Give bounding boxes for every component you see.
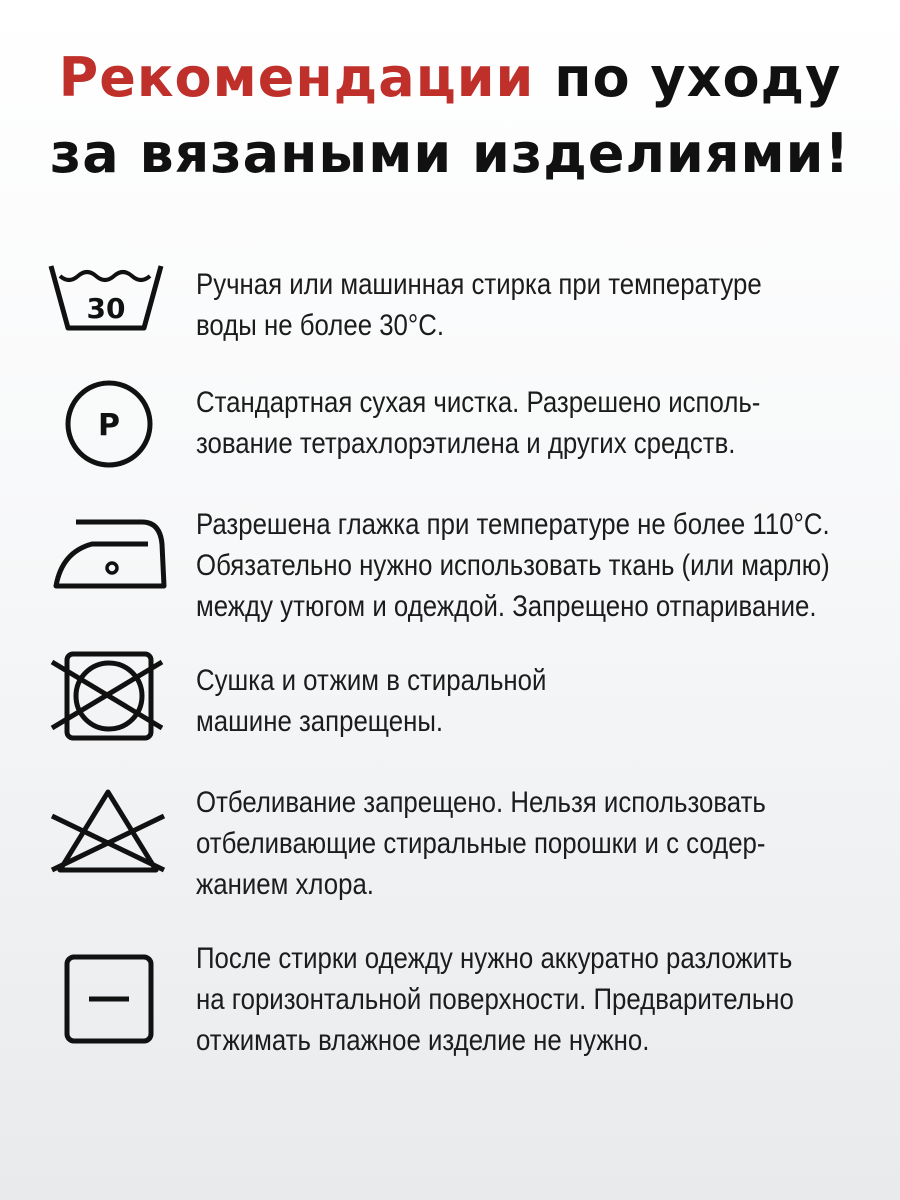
text-line: воды не более 30°С. [196, 309, 445, 342]
text-line: После стирки одежду нужно аккуратно разложить [196, 942, 793, 975]
dry-clean-p-icon [62, 378, 180, 468]
hand-wash-30-icon [48, 262, 166, 352]
care-item-text [196, 504, 830, 627]
page-title [0, 40, 900, 192]
text-line: на горизонтальной поверхности. Предварительно [196, 983, 794, 1016]
no-tumble-dry-icon [50, 650, 168, 740]
text-line: между утюгом и одеждой. Запрещено отпаривание. [196, 590, 817, 623]
text-line: Стандартная сухая чистка. Разрешено исполь- [196, 386, 761, 419]
care-item-text [196, 782, 781, 905]
text-line: Ручная или машинная стирка при температуре [196, 268, 762, 301]
care-item-text [196, 938, 794, 1061]
care-item-text [196, 264, 781, 346]
text-line: отжимать влажное изделие не нужно. [196, 1024, 650, 1057]
care-item-text [196, 660, 781, 742]
care-item-text [196, 382, 781, 464]
text-line: Отбеливание запрещено. Нельзя использовать [196, 786, 766, 819]
text-line: Сушка и отжим в стиральной [196, 664, 547, 697]
title-rest: по уходу [534, 46, 842, 109]
iron-low-temp-icon [52, 514, 170, 604]
text-line: жанием хлора. [196, 868, 374, 901]
title-accent: Рекомендации [58, 46, 535, 109]
dry-flat-icon [62, 952, 180, 1042]
text-line: Разрешена глажка при температуре не более 110°С. [196, 508, 830, 541]
title-line-1 [0, 40, 900, 116]
dry-clean-letter: P [98, 408, 120, 443]
title-line-2: за вязаными изделиями! [49, 122, 851, 185]
text-line: машине запрещены. [196, 705, 444, 738]
wash-temp-label: 30 [86, 292, 126, 325]
text-line: отбеливающие стиральные порошки и с содер- [196, 827, 766, 860]
no-bleach-icon [50, 786, 168, 876]
text-line: зование тетрахлорэтилена и других средств. [196, 427, 736, 460]
text-line: Обязательно нужно использовать ткань (или марлю) [196, 549, 830, 582]
